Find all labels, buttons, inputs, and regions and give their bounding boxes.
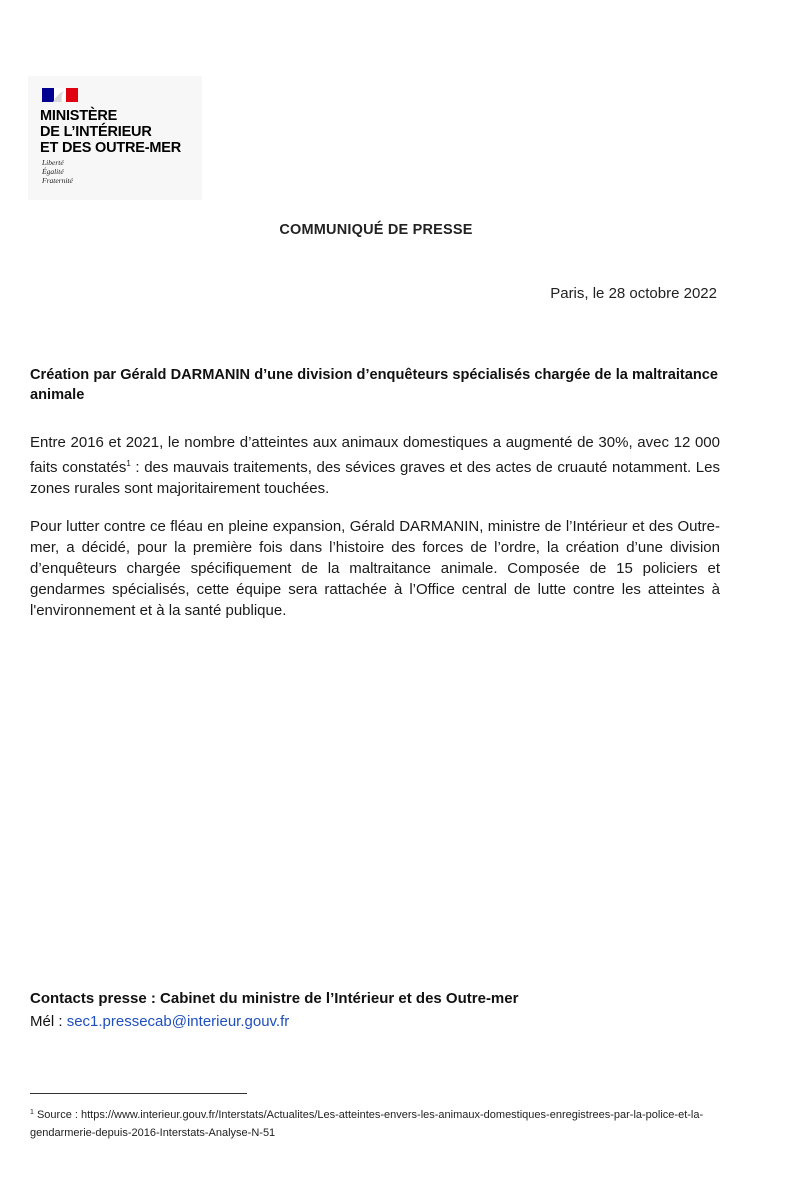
email-line: [30, 1013, 289, 1030]
ministry-name: [40, 108, 181, 156]
date-line: Paris, le 28 octobre 2022: [550, 285, 717, 302]
press-release-title: Création par Gérald DARMANIN d’une division d’enquêteurs spécialisés chargée de la maltraitance animale: [30, 367, 718, 403]
republic-motto: [42, 158, 73, 185]
document-type-heading: COMMUNIQUÉ DE PRESSE: [279, 222, 473, 238]
paragraph-text: : des mauvais traitements, des sévices graves et des actes de cruauté notamment. Les zones rurales sont majoritairement touchées.: [30, 459, 720, 497]
email-label: Mél :: [30, 1013, 67, 1030]
ministry-name-line: DE L’INTÉRIEUR: [40, 124, 152, 140]
press-email-link[interactable]: sec1.pressecab@interieur.gouv.fr: [66, 1013, 290, 1030]
motto-line: Égalité: [42, 167, 64, 176]
ministry-name-line: ET DES OUTRE-MER: [40, 140, 181, 156]
footnote-divider: [30, 1093, 247, 1094]
paragraph-text: Entre 2016 et 2021, le nombre d’atteintes aux animaux domestiques a augmenté de 30%, avec 12 000 faits constatés: [30, 434, 720, 476]
body-paragraph-2: Pour lutter contre ce fléau en pleine expansion, Gérald DARMANIN, ministre de l’Intérieur et des Outre-mer, a décidé, pour la première fois dans l’histoire des forces de l’ordre, la création d’une division d’enquêteurs chargée spécifiquement de la maltraitance animale. Composée de 15 policiers et gendarmes spécialisés, cette équipe sera rattachée à l’Office central de lutte contre les atteintes à l'environnement et à la santé publique.: [30, 518, 720, 619]
motto-line: Fraternité: [42, 176, 73, 185]
ministry-name-line: MINISTÈRE: [40, 108, 118, 124]
footnote-source-text: Source : https://www.interieur.gouv.fr/Interstats/Actualites/Les-atteintes-envers-les-animaux-domestiques-enregistrees-par-la-police-et-la-gendarmerie-depuis-2016-Interstats-Analyse-N-51: [30, 1109, 704, 1139]
footnote: [30, 1104, 730, 1142]
footnote-reference[interactable]: 1: [126, 459, 131, 468]
motto-line: Liberté: [42, 158, 64, 167]
body-paragraph-1: [30, 432, 720, 499]
marianne-flag-icon: [42, 88, 78, 102]
ministry-logo: [28, 76, 202, 200]
footnote-marker: 1: [30, 1109, 34, 1116]
press-contacts-heading: Contacts presse : Cabinet du ministre de l’Intérieur et des Outre-mer: [30, 990, 519, 1007]
